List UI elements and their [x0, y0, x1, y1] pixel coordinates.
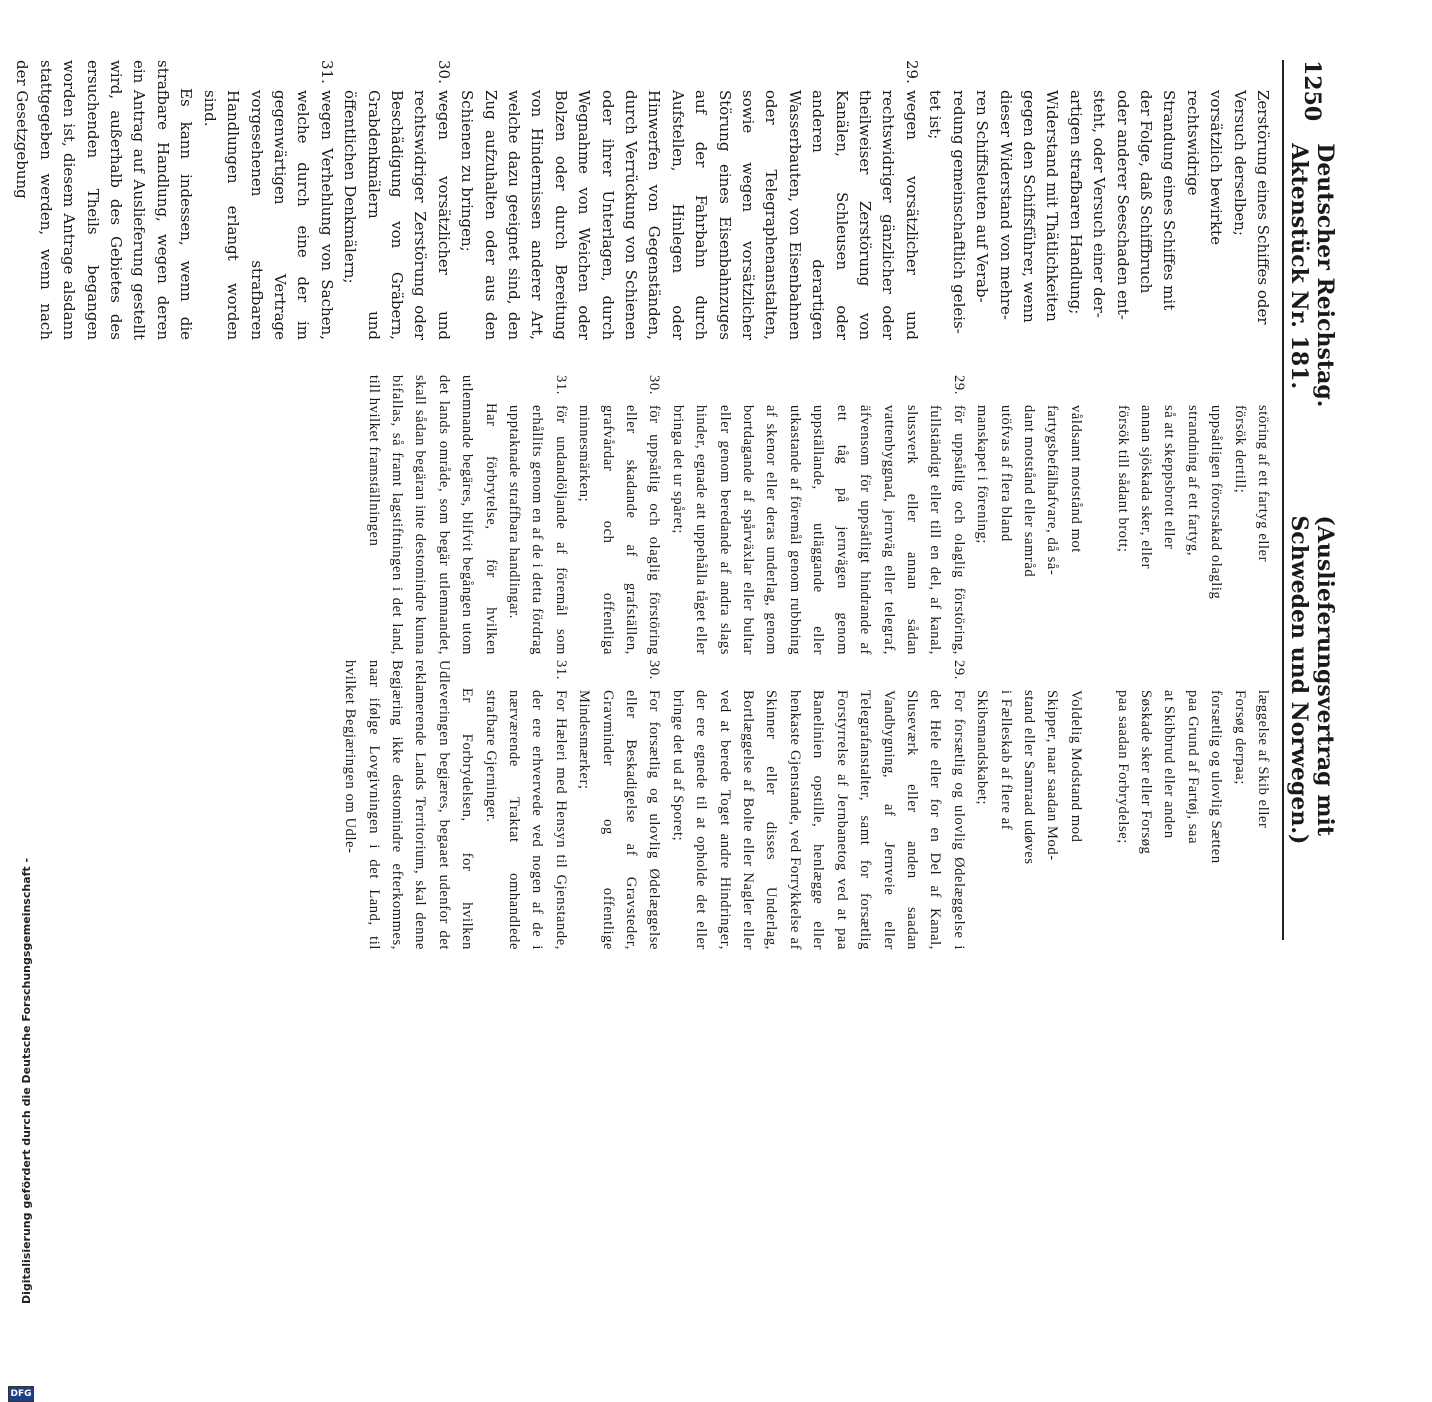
intro-line: ren Schiffsleuten auf Verab- [973, 90, 992, 303]
intro-line: utöfvas af flera bland [997, 405, 1014, 542]
german-item-29 [455, 60, 923, 340]
dfg-logo: DFG [8, 1386, 34, 1402]
intro-line: dant motstånd eller samråd [1020, 405, 1037, 578]
item-text: för undandöljande af föremål som erhållits genom en af de i detta fördrag upptaknade straffbara handlingar. [506, 405, 569, 655]
item-text: wegen vorsätzlicher und rechtswidriger gänzlicher oder theilweiser Zerstörung von Kanälen, Schleusen oder anderen derartigen Wasserbauten, von Eisenbahnen oder Telegraphenanstalten, sowie wegen vorsätzlicher Störung eines Eisenbahnzuges auf der Fahrbahn durch Aufstellen, Hinlegen oder Hinwerfen von Gegenständen, durch Verrückung von Schienen oder ihrer Unterlagen, durch Wegnahme von Weichen oder Bolzen oder durch Bereitung von Hindernissen anderer Art, welche dazu geeignet sind, den Zug aufzuhalten oder aus den Schienen zu bringen; [458, 90, 921, 340]
intro-line: uppsåtligen förorsakad olaglig [1208, 405, 1225, 600]
item-number: 31. [317, 60, 336, 84]
item-number: 31. [552, 660, 569, 680]
german-intro [923, 60, 1274, 340]
danish-item-30 [572, 660, 666, 950]
item-number: 30. [646, 660, 663, 680]
intro-line: i Fælleskab af flere af [997, 690, 1014, 831]
item-text: For Hæleri med Hensyn til Gjenstande, der ere erhvervede ved nogen af de i nærværende Traktat omhandlede strafbare Gjerninger. [482, 690, 569, 950]
item-number: 29. [950, 375, 967, 395]
intro-line: Forsøg derpaa; [1231, 690, 1248, 785]
intro-line: stand eller Samraad udøves [1020, 690, 1037, 865]
page-title: Deutscher Reichstag. Aktenstück Nr. 181. [1286, 143, 1338, 408]
intro-line: dieser Widerstand von mehre- [996, 90, 1015, 320]
intro-line: manskapet i förening; [974, 405, 991, 545]
swedish-intro [970, 375, 1274, 655]
intro-line: der Folge, daß Schiffbruch [1136, 90, 1155, 294]
item-text: wegen Verhehlung von Sachen, welche durch eine der im gegenwärtigen Vertrage vorgesehenen strafbaren Handlungen erlangt worden sind. [200, 90, 336, 340]
swedish-item-31 [502, 375, 572, 655]
intro-line: at Skibbrud eller anden [1161, 690, 1178, 839]
danish-column [40, 660, 1274, 950]
danish-intro [970, 660, 1274, 950]
item-number: 30. [434, 60, 453, 84]
danish-closing-paragraph: Er Forbrydelsen, for hvilken Udleveringen begjæres, begaaet udenfor det reklamerende Lands Territorium, skal denne Begjæring ikke destomindre efterkommes, naar ifølge Lovgivningen i det Land, til hvilket Begjæringen om Udle- [342, 660, 476, 950]
item-text: wegen vorsätzlicher und rechtswidriger Zerstörung oder Beschädigung von Gräbern, Grabdenkmälern und öffentlichen Denkmälern; [341, 90, 453, 340]
intro-line: tet ist; [926, 90, 945, 140]
intro-line: læggelse af Skib eller [1255, 690, 1271, 829]
intro-line: paa Grund af Fartøj, saa [1184, 690, 1201, 845]
intro-line: Voldelig Modstand mod [1067, 690, 1084, 843]
intro-line: försök till sådant brott; [1114, 405, 1131, 553]
intro-line: Skipper, naar saadan Mod- [1044, 690, 1061, 861]
page-header [1286, 60, 1338, 960]
item-text: For forsætlig og ulovlig Ødelæggelse i det Hele eller for en Del af Kanal, Sluseværk eller anden saadan Vandbygning, af Jernveie eller Telegrafanstalter, samt for forsætlig Forstyrrelse af Jernbanetog ved at paa Banelinien opstille, henlægge eller henkaste Gjenstande, ved Forrykkelse af Skinner eller disses Underlag, Bortlæggelse af Bolte eller Nagler eller ved at berede Toget andre Hindringer, der ere egnede til at opholde det eller bringe det ud af Sporet; [669, 690, 967, 950]
item-number: 31. [552, 375, 569, 395]
intro-line: steht, oder Versuch einer der- [1090, 90, 1109, 318]
intro-line: vorsätzlich bewirkte rechtswidrige [1183, 90, 1226, 245]
intro-line [1087, 690, 1110, 950]
german-item-31 [197, 60, 337, 340]
intro-line: försök dertill; [1231, 405, 1248, 494]
danish-item-31 [478, 660, 572, 950]
german-closing-paragraph: Es kann indessen, wenn die strafbare Handlung, wegen deren ein Antrag auf Auslieferung gestellt wird, außerhalb des Gebietes des ersuchenden Theils begangen worden ist, diesem Antrage alsdann stattgegeben werden, wenn nach der Gesetzgebung [13, 60, 196, 340]
swedish-item-30 [572, 375, 666, 655]
intro-line: redung gemeinschaftlich geleis- [949, 90, 968, 334]
danish-item-29 [665, 660, 969, 950]
digitization-credit: Digitalisierung gefördert durch die Deutsche Forschungsgemeinschaft - [20, 857, 33, 1304]
header-rule [1282, 60, 1284, 940]
intro-line: gegen den Schiffsführer, wenn [1019, 90, 1038, 323]
intro-line: Zerstörung eines Schiffes oder [1254, 90, 1272, 325]
german-item-30 [338, 60, 455, 340]
intro-line: paa saadan Forbrydelse; [1114, 690, 1131, 844]
swedish-column [40, 375, 1274, 655]
swedish-item-29 [665, 375, 969, 655]
intro-line: störing af ett fartyg eller [1255, 405, 1271, 563]
intro-line: Skibsmandskabet; [974, 690, 991, 806]
intro-line: artigen strafbaren Handlung; [1066, 90, 1085, 315]
item-text: For forsætlig og ulovlig Ødelæggelse eller Beskadigelse af Gravsteder, Gravminder og offentlige Mindesmærker; [576, 690, 663, 950]
intro-line: Widerstand mit Thätlichkeiten [1043, 90, 1062, 322]
intro-line: strandning af ett fartyg, [1184, 405, 1201, 557]
intro-line: Søskade sker eller Forsøg [1137, 690, 1154, 855]
intro-line: oder anderer Seeschaden ent- [1113, 90, 1132, 320]
page-number: 1250 [1299, 60, 1325, 122]
german-column [13, 60, 1274, 340]
intro-line [1087, 405, 1110, 655]
item-number: 29. [902, 60, 921, 84]
intro-line: annan sjöskada sker, eller [1137, 405, 1154, 569]
intro-line: Strandung eines Schiffes mit [1160, 90, 1179, 311]
item-text: för uppsåtlig och olaglig förstöring eller skadande af grafställen, grafvårdar och offentliga minnesmärken; [576, 405, 663, 655]
intro-line: våldsamt motstånd mot [1067, 405, 1084, 553]
page-subtitle: (Auslieferungsvertrag mit Schweden und Norwegen.) [1286, 515, 1338, 845]
swedish-closing-paragraph: Har förbrytelse, för hvilken utlemnande begäres, blifvit begången utom det lands område, som begär utlemnandet, skall sådan begäran inte destomindre kunna bifallas, så framt lagstiftningen i det land, till hvilket framställningen [365, 375, 499, 655]
intro-line: så att skeppsbrott eller [1161, 405, 1178, 550]
intro-line: forsætlig og ulovlig Sætten [1208, 690, 1225, 864]
intro-line: fartygsbefälhafvare, då så- [1044, 405, 1061, 576]
item-text: för uppsåtlig och olaglig förstöring, fullständigt eller till en del, af kanal, slussverk eller annan sådan vattenbyggnad, jernväg eller telegraf, äfvensom för uppsåtligt hindrande af ett tåg på jernvägen genom uppställande, utläggande eller utkastande af föremål genom rubbning af skenor eller deras underlag, genom bortdagande af spårväxlar eller bultar eller genom beredande af andra slags hinder, egnade att uppehålla tåget eller bringa det ur spåret; [669, 405, 967, 655]
item-number: 30. [646, 375, 663, 395]
intro-line: Versuch derselben; [1230, 90, 1249, 236]
item-number: 29. [950, 660, 967, 680]
